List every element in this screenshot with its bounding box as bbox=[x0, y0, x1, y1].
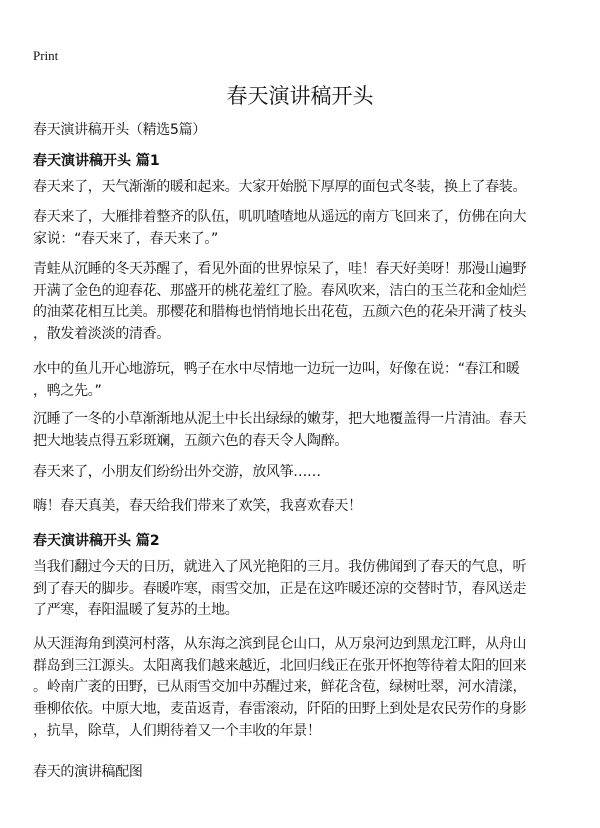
paragraph-line: 水中的鱼儿开心地游玩，鸭子在水中尽情地一边玩一边叫，好像在说：“春江和暖 bbox=[33, 361, 520, 377]
paragraph bbox=[33, 259, 526, 346]
section-heading: 春天演讲稿开头 篇2 bbox=[33, 533, 160, 549]
paragraph-line: ，抗旱，除草，人们期待着又一个丰收的年景！ bbox=[33, 722, 321, 739]
paragraph bbox=[33, 207, 526, 250]
paragraph-line: 春天来了，小朋友们纷纷出外交游，放风筝…… bbox=[33, 464, 321, 480]
paragraph-line: 从天涯海角到漠河村落，从东海之滨到昆仑山口，从万泉河边到黑龙江畔，从舟山 bbox=[33, 636, 527, 652]
paragraph bbox=[33, 496, 362, 518]
paragraph-line: 到了春天的脚步。春暖咋寒，雨雪交加，正是在这咋暖还凉的交替时节，春风送走 bbox=[33, 580, 527, 597]
image-caption: 春天的演讲稿配图 bbox=[33, 764, 143, 780]
paragraph-line: 家说：“春天来了，春天来了。” bbox=[33, 230, 219, 247]
paragraph-line: 垂柳依依。中原大地，麦苗返青，春雷滚动，阡陌的田野上到处是农民劳作的身影 bbox=[33, 701, 527, 718]
paragraph-line: 当我们翻过今天的日历，就进入了风光艳阳的三月。我仿佛闻到了春天的气息，听 bbox=[33, 559, 527, 575]
paragraph-line: ，散发着淡淡的清香。 bbox=[33, 326, 170, 343]
paragraph-line: 沉睡了一冬的小草渐渐地从泥土中长出绿绿的嫩芽，把大地覆盖得一片清油。春天 bbox=[33, 411, 527, 427]
paragraph-line: 开满了金色的迎春花、那盛开的桃花羞红了脸。春风吹来，洁白的玉兰花和金灿烂 bbox=[33, 282, 527, 299]
subtitle: 春天演讲稿开头（精选5篇） bbox=[33, 122, 207, 138]
paragraph bbox=[33, 634, 526, 743]
paragraph-line: 嗨！春天真美，春天给我们带来了欢笑，我喜欢春天！ bbox=[33, 498, 362, 514]
paragraph-line: 了严寒，春阳温暖了复苏的土地。 bbox=[33, 602, 239, 619]
paragraph-line: 群岛到三江源头。太阳离我们越来越近，北回归线正在张开怀抱等待着太阳的回来 bbox=[33, 657, 527, 674]
paragraph-line: ，鸭之先。” bbox=[33, 382, 102, 399]
paragraph-line: 青蛙从沉睡的冬天苏醒了，看见外面的世界惊呆了，哇！春天好美呀！那漫山遍野 bbox=[33, 261, 527, 277]
section-heading: 春天演讲稿开头 篇1 bbox=[33, 153, 160, 169]
print-link[interactable]: Print bbox=[33, 48, 59, 63]
paragraph bbox=[33, 409, 526, 452]
paragraph-line: 把大地装点得五彩斑斓，五颜六色的春天令人陶醉。 bbox=[33, 432, 349, 449]
page-title: 春天演讲稿开头 bbox=[226, 84, 374, 108]
paragraph-line: 的油菜花相互比美。那樱花和腊梅也悄悄地长出花苞，五颜六色的花朵开满了枝头 bbox=[33, 304, 527, 321]
paragraph bbox=[33, 462, 321, 484]
paragraph bbox=[33, 359, 519, 402]
paragraph-line: 。岭南广袤的田野，已从雨雪交加中苏醒过来，鲜花含苞，绿树吐翠，河水清漾， bbox=[33, 679, 527, 696]
paragraph-line: 春天来了，天气渐渐的暖和起来。大家开始脱下厚厚的面包式冬装，换上了春装。 bbox=[33, 179, 527, 195]
paragraph-line: 春天来了，大雁排着整齐的队伍，叽叽喳喳地从遥远的南方飞回来了，仿佛在向大 bbox=[33, 209, 527, 225]
paragraph bbox=[33, 177, 526, 199]
paragraph bbox=[33, 557, 526, 622]
